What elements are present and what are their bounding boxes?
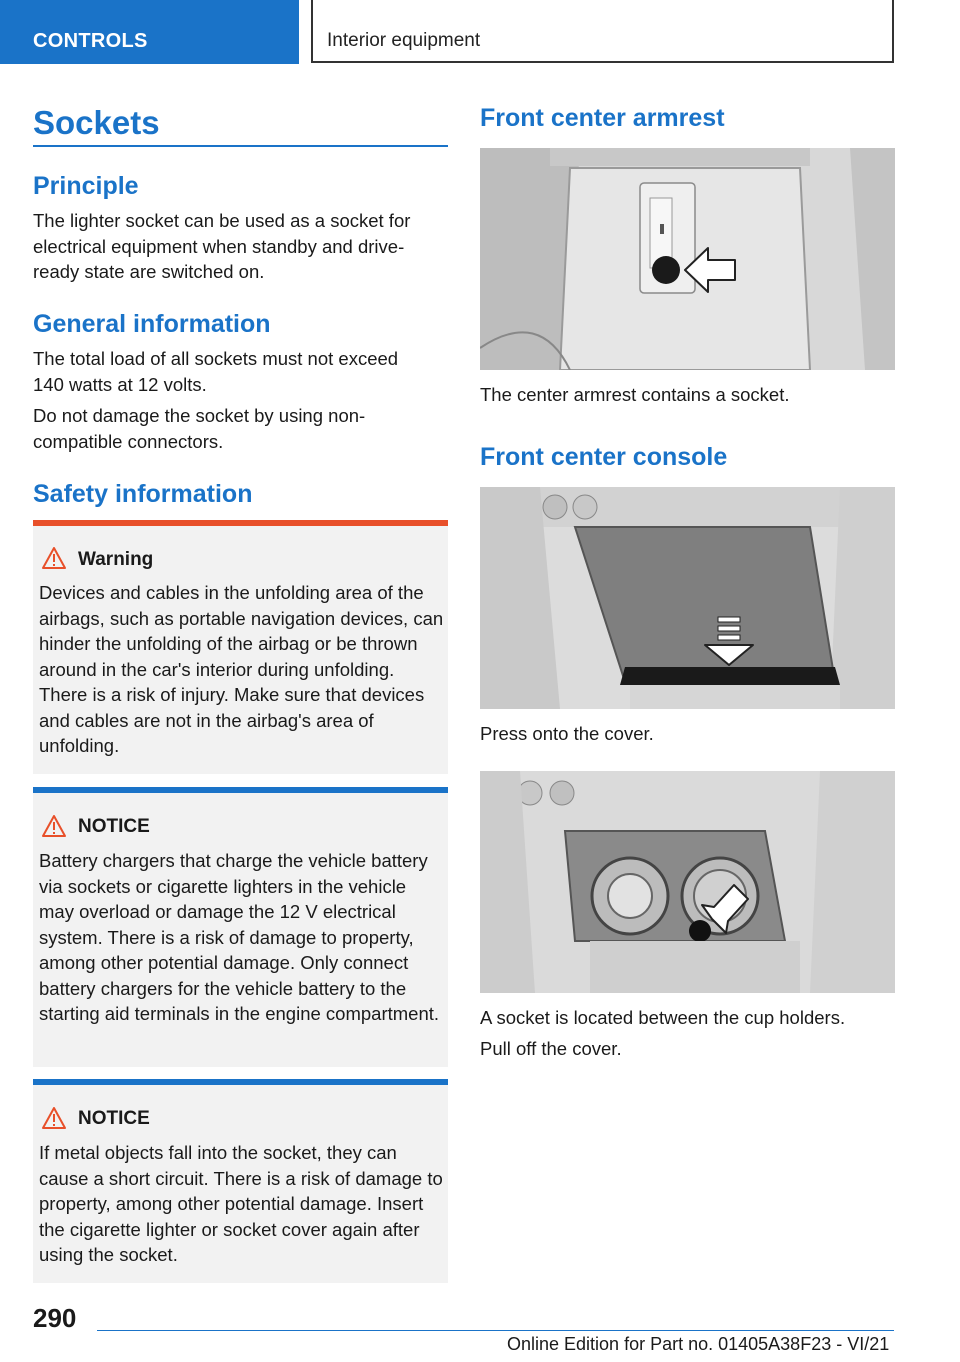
armrest-heading: Front center armrest <box>480 104 725 132</box>
armrest-photo <box>480 148 895 370</box>
warning-title: Warning <box>78 549 154 570</box>
cupholder-caption: A socket is located between the cup holders. <box>480 1007 846 1028</box>
general-text-1: The total load of all sockets must not exceed 140 watts at 12 volts. <box>33 348 399 395</box>
notice-box-2 <box>33 1079 448 1283</box>
general-heading: General information <box>33 310 271 338</box>
section-label: CONTROLS <box>33 30 148 52</box>
notice-triangle-icon <box>41 1106 67 1130</box>
notice-bar-1 <box>33 787 448 793</box>
page-title: Sockets <box>33 104 160 141</box>
notice-box-1 <box>33 787 448 1067</box>
notice-triangle-icon <box>41 814 67 838</box>
console-caption: Press onto the cover. <box>480 723 654 744</box>
warning-triangle-icon <box>41 546 67 570</box>
notice-text-1: Battery chargers that charge the vehicle battery via sockets or cigarette lighters in the vehicle may overload or damage the 12 V electrical system. There is a risk of damage to property, among other potential damage. Only connect battery chargers for the vehicle battery to the starting aid terminals in the engine compartment. <box>39 850 440 1024</box>
footer-rule <box>97 1330 894 1331</box>
general-text-2: Do not damage the socket by using non-compatible connectors. <box>33 405 366 452</box>
safety-heading: Safety information <box>33 480 253 508</box>
notice-bar-2 <box>33 1079 448 1085</box>
notice-title-1: NOTICE <box>78 816 150 837</box>
notice-text-2: If metal objects fall into the socket, they can cause a short circuit. There is a risk of damage to property, among other potential damage. Insert the cigarette lighter or socket cover again after using the socket. <box>39 1142 443 1265</box>
cupholder-photo <box>480 771 895 993</box>
title-rule <box>33 145 448 147</box>
warning-text: Devices and cables in the unfolding area of the airbags, such as portable navigation devices, can hinder the unfolding of the airbag or be thrown around in the car's interior during unfolding. There is a risk of injury. Make sure that devices and cables are not in the airbag's area of unfolding. <box>39 582 444 756</box>
notice-title-2: NOTICE <box>78 1108 150 1129</box>
footer-edition: Online Edition for Part no. 01405A38F23 - VI/21 <box>507 1334 890 1354</box>
console-photo <box>480 487 895 709</box>
chapter-label: Interior equipment <box>327 30 481 51</box>
warning-box <box>33 520 448 774</box>
console-heading: Front center console <box>480 443 728 471</box>
pull-off-text: Pull off the cover. <box>480 1038 622 1059</box>
chapter-box <box>311 0 894 63</box>
principle-text: The lighter socket can be used as a socket for electrical equipment when standby and drive-ready state are switched on. <box>33 210 411 282</box>
principle-heading: Principle <box>33 172 139 200</box>
armrest-caption: The center armrest contains a socket. <box>480 384 790 405</box>
warning-bar <box>33 520 448 526</box>
page-number: 290 <box>33 1303 77 1333</box>
section-tab <box>0 0 299 64</box>
